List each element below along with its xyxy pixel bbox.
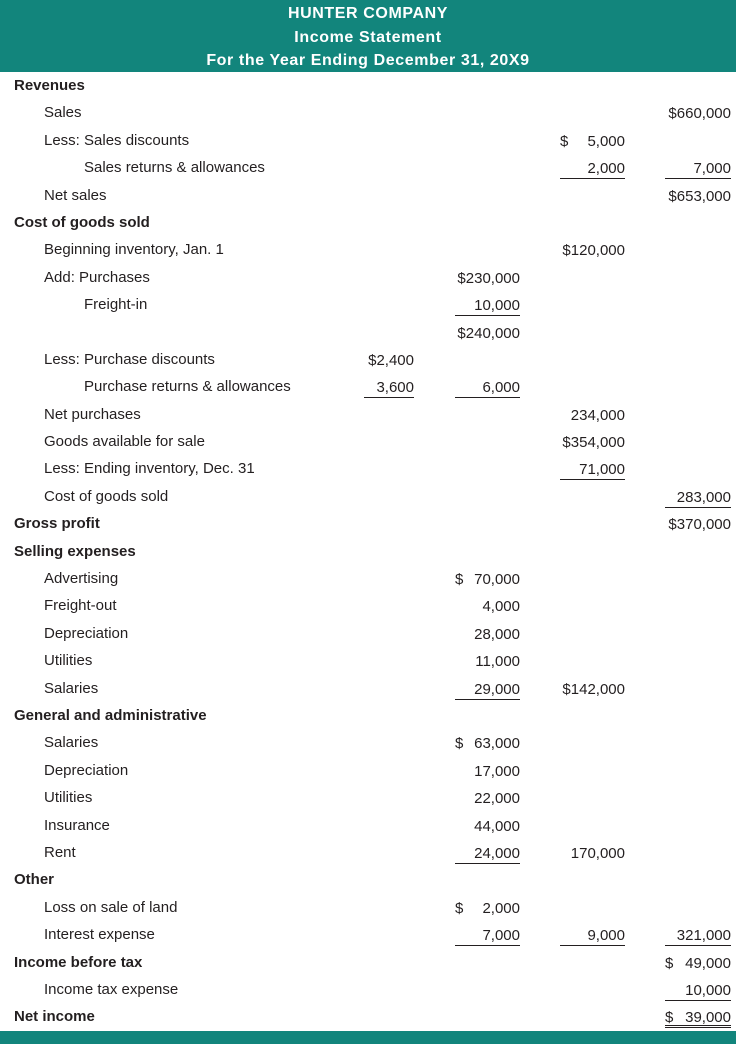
amount-col4: 10,000 (665, 981, 731, 1001)
statement-row (0, 347, 736, 374)
statement-row (0, 950, 736, 977)
statement-row (0, 265, 736, 292)
line-item-label: Interest expense (44, 926, 155, 944)
statement-row (0, 566, 736, 593)
amount-col3: $142,000 (562, 680, 625, 698)
statement-period: For the Year Ending December 31, 20X9 (206, 52, 530, 69)
income-statement-table (0, 73, 736, 1032)
statement-row (0, 703, 736, 730)
amount-col2: 44,000 (474, 817, 520, 835)
amount-col1: $2,400 (368, 351, 414, 369)
line-item-label: Goods available for sale (44, 433, 205, 451)
footer-bar (0, 1031, 736, 1044)
amount-col2: 29,000 (455, 680, 520, 700)
statement-row (0, 813, 736, 840)
line-item-label: Less: Purchase discounts (44, 350, 215, 368)
dollar-sign: $ (665, 954, 674, 972)
line-item-label: Salaries (44, 734, 99, 752)
statement-row (0, 73, 736, 100)
amount-col4: 283,000 (665, 488, 731, 508)
amount-col3: 234,000 (570, 406, 625, 424)
line-item-label: Income tax expense (44, 980, 179, 998)
statement-row (0, 374, 736, 401)
line-item-label: Less: Ending inventory, Dec. 31 (44, 460, 255, 478)
amount-col2: 24,000 (455, 844, 520, 864)
amount-col2: $240,000 (457, 324, 520, 342)
amount-col2: 70,000 $ (455, 571, 520, 589)
amount-col2: 28,000 (474, 625, 520, 643)
amount-col2: 2,000 $ (455, 899, 520, 917)
statement-row (0, 895, 736, 922)
statement-row (0, 183, 736, 210)
amount-col3: 9,000 (560, 926, 625, 946)
amount-col4: 49,000 $ (665, 954, 731, 972)
statement-title: Income Statement (294, 28, 442, 46)
statement-row (0, 867, 736, 894)
amount-col4: 39,000 $ (665, 1009, 731, 1027)
dollar-sign: $ (455, 735, 464, 753)
statement-header (0, 0, 736, 72)
dollar-sign: $ (665, 1009, 674, 1027)
statement-row (0, 621, 736, 648)
amount-col2: 10,000 (455, 296, 520, 316)
section-heading: Selling expenses (14, 542, 136, 560)
amount-col1: 3,600 (364, 378, 414, 398)
dollar-sign: $ (455, 899, 464, 917)
company-name: HUNTER COMPANY (287, 5, 449, 22)
amount-col3: $354,000 (562, 434, 625, 452)
section-heading: Other (14, 871, 55, 889)
statement-row (0, 648, 736, 675)
statement-row (0, 210, 736, 237)
amount-col2: 17,000 (474, 762, 520, 780)
amount-col2: $230,000 (457, 269, 520, 287)
statement-row (0, 456, 736, 483)
line-item-label: Salaries (44, 679, 99, 697)
amount-col2: 7,000 (455, 926, 520, 946)
statement-row (0, 539, 736, 566)
amount-col2: 4,000 (482, 598, 520, 616)
dollar-sign: $ (560, 132, 569, 150)
line-item-label: Sales returns & allowances (84, 159, 265, 177)
amount-col3: 5,000 $ (560, 132, 625, 150)
statement-row (0, 320, 736, 347)
line-item-label: Purchase returns & allowances (84, 378, 291, 396)
statement-row (0, 484, 736, 511)
line-item-label: Insurance (44, 816, 110, 834)
amount-col3: 71,000 (560, 460, 625, 480)
line-item-label: Sales (44, 104, 82, 122)
amount-col3: 170,000 (570, 844, 625, 862)
amount-col4: 321,000 (665, 926, 731, 946)
statement-row (0, 977, 736, 1004)
statement-row (0, 593, 736, 620)
line-item-label: Advertising (44, 570, 119, 588)
amount-col4: $653,000 (668, 187, 731, 205)
statement-row (0, 237, 736, 264)
amount-col4: $370,000 (668, 516, 731, 534)
section-heading: General and administrative (14, 706, 207, 724)
statement-row (0, 1004, 736, 1031)
statement-row (0, 402, 736, 429)
amount-col2: 22,000 (474, 790, 520, 808)
section-heading: Gross profit (14, 515, 100, 533)
statement-row (0, 128, 736, 155)
line-item-label: Beginning inventory, Jan. 1 (44, 241, 224, 259)
line-item-label: Freight-in (84, 296, 148, 314)
statement-row (0, 840, 736, 867)
section-heading: Net income (14, 1008, 95, 1026)
line-item-label: Net sales (44, 186, 107, 204)
amount-col4: $660,000 (668, 105, 731, 123)
statement-row (0, 785, 736, 812)
amount-col2: 11,000 (475, 653, 520, 671)
statement-row (0, 155, 736, 182)
line-item-label: Utilities (44, 652, 93, 670)
amount-col2: 6,000 (455, 378, 520, 398)
line-item-label: Depreciation (44, 761, 129, 779)
section-heading: Revenues (14, 77, 85, 94)
dollar-sign: $ (455, 571, 464, 589)
line-item-label: Loss on sale of land (44, 898, 178, 916)
statement-row (0, 429, 736, 456)
statement-row (0, 100, 736, 127)
line-item-label: Net purchases (44, 405, 141, 423)
section-heading: Cost of goods sold (14, 213, 150, 231)
amount-col4: 7,000 (665, 159, 731, 179)
statement-row (0, 758, 736, 785)
line-item-label: Less: Sales discounts (44, 131, 190, 149)
line-item-label: Freight-out (44, 597, 117, 615)
line-item-label: Utilities (44, 789, 93, 807)
statement-row (0, 511, 736, 538)
line-item-label: Rent (44, 843, 76, 861)
line-item-label: Depreciation (44, 624, 129, 642)
statement-row (0, 730, 736, 757)
statement-row (0, 292, 736, 319)
section-heading: Income before tax (14, 953, 143, 971)
line-item-label: Add: Purchases (44, 268, 150, 286)
line-item-label: Cost of goods sold (44, 487, 169, 505)
statement-row (0, 922, 736, 949)
amount-col3: 2,000 (560, 159, 625, 179)
amount-col3: $120,000 (562, 242, 625, 260)
amount-col2: 63,000 $ (455, 735, 520, 753)
statement-row (0, 676, 736, 703)
